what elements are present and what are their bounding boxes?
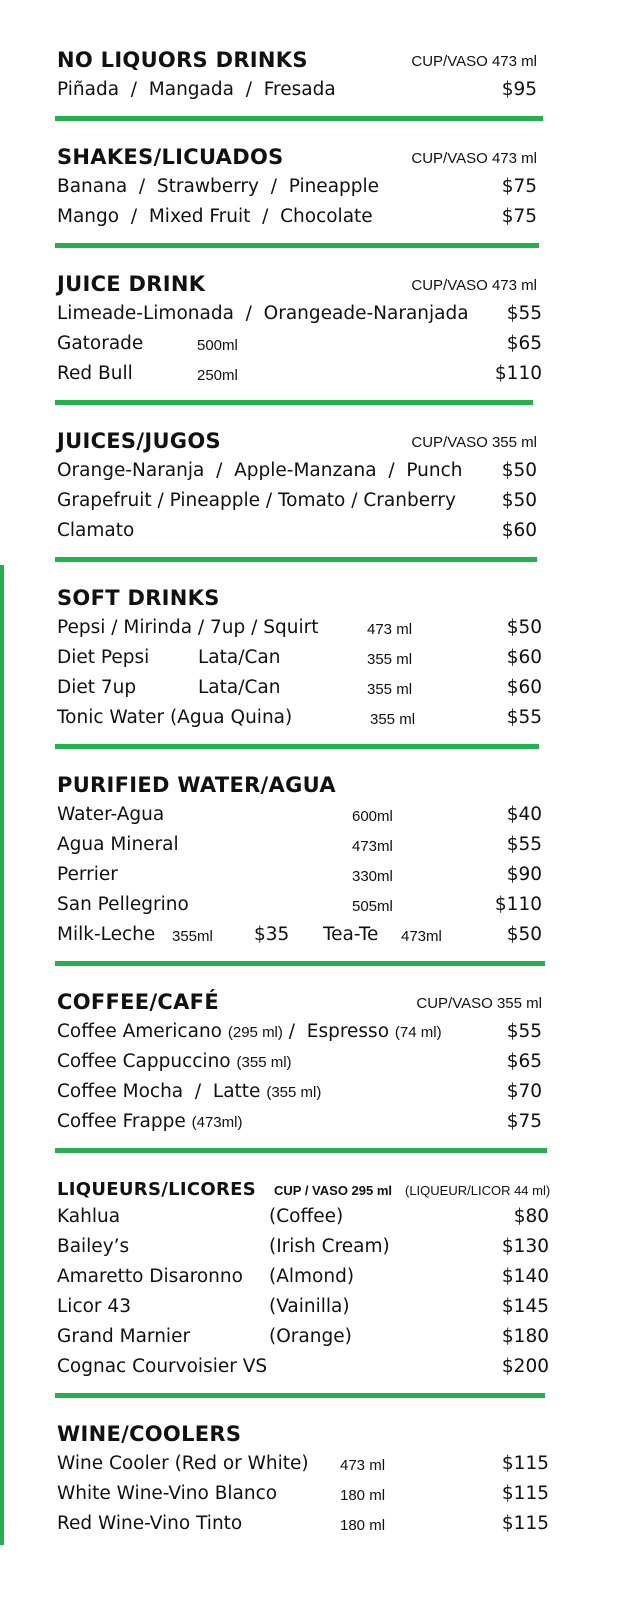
menu-item bbox=[57, 300, 557, 330]
item-name: Orange-Naranja / Apple-Manzana / Punch bbox=[57, 460, 463, 481]
item-size: 330ml bbox=[352, 868, 393, 885]
item-name: Tonic Water (Agua Quina) bbox=[57, 707, 293, 728]
menu-item bbox=[57, 704, 557, 734]
section-title: SHAKES/LICUADOS bbox=[57, 145, 284, 169]
section-title: WINE/COOLERS bbox=[57, 1422, 242, 1446]
menu-item bbox=[57, 1233, 557, 1263]
section-divider bbox=[55, 1393, 545, 1398]
liqueur-pour-note: (LIQUEUR/LICOR 44 ml) bbox=[405, 1183, 551, 1198]
item-price: $60 bbox=[506, 677, 542, 698]
item-name: Bailey’s bbox=[57, 1236, 130, 1257]
section-shakes bbox=[57, 141, 557, 248]
item-price: $50 bbox=[501, 490, 537, 511]
item-size: (473ml) bbox=[191, 1114, 243, 1131]
section-divider bbox=[55, 116, 543, 121]
item-price: $115 bbox=[501, 1483, 549, 1504]
section-no-liquors bbox=[57, 44, 557, 121]
item-price: $80 bbox=[513, 1206, 549, 1227]
menu-item bbox=[57, 891, 557, 921]
item-price: $90 bbox=[506, 864, 542, 885]
section-divider bbox=[55, 744, 539, 749]
item-price: $115 bbox=[501, 1453, 549, 1474]
item-description: (Orange) bbox=[269, 1326, 352, 1347]
item-price: $50 bbox=[506, 617, 542, 638]
item-name: White Wine-Vino Blanco bbox=[57, 1483, 278, 1504]
cup-size-label: CUP / VASO 295 ml bbox=[274, 1183, 393, 1198]
menu-item bbox=[57, 487, 557, 517]
item-container: Lata/Can bbox=[198, 677, 281, 698]
section-water bbox=[57, 769, 557, 966]
item-name: Pepsi / Mirinda / 7up / Squirt bbox=[57, 617, 319, 638]
menu-item bbox=[57, 1018, 557, 1048]
section-juice-drink bbox=[57, 268, 557, 405]
menu-item-milk-tea bbox=[57, 921, 557, 951]
menu-item bbox=[57, 203, 557, 233]
menu-item bbox=[57, 1510, 557, 1540]
menu-item bbox=[57, 517, 557, 547]
item-size: (355 ml) bbox=[266, 1084, 322, 1101]
left-accent-bar bbox=[0, 565, 4, 1545]
item-name: Piñada / Mangada / Fresada bbox=[57, 79, 336, 100]
menu-item bbox=[57, 457, 557, 487]
section-header bbox=[57, 425, 557, 457]
section-divider bbox=[55, 1148, 547, 1153]
item-name: Mango / Mixed Fruit / Chocolate bbox=[57, 206, 373, 227]
item-size-2: (74 ml) bbox=[394, 1024, 442, 1041]
section-header bbox=[57, 1418, 557, 1450]
section-title: PURIFIED WATER/AGUA bbox=[57, 773, 336, 797]
section-header bbox=[57, 986, 557, 1018]
item-size: (355 ml) bbox=[236, 1054, 292, 1071]
menu-item bbox=[57, 1203, 557, 1233]
item-line bbox=[57, 1111, 242, 1132]
section-wine bbox=[57, 1418, 557, 1540]
item-name: Grapefruit / Pineapple / Tomato / Cranberry bbox=[57, 490, 456, 511]
item-line bbox=[57, 1051, 292, 1072]
item-price: $130 bbox=[501, 1236, 549, 1257]
menu-item bbox=[57, 1480, 557, 1510]
menu-item bbox=[57, 1263, 557, 1293]
item-price: $65 bbox=[506, 1051, 542, 1072]
item-line bbox=[57, 1081, 321, 1102]
item-name: Wine Cooler (Red or White) bbox=[57, 1453, 309, 1474]
item-size: 473 ml bbox=[367, 621, 413, 638]
item-line bbox=[57, 1021, 442, 1042]
item-name: Diet Pepsi bbox=[57, 647, 150, 668]
item-price: $200 bbox=[501, 1356, 549, 1377]
menu-item bbox=[57, 674, 557, 704]
item-price: $55 bbox=[506, 1021, 542, 1042]
section-divider bbox=[55, 557, 537, 562]
section-liqueurs bbox=[57, 1173, 557, 1398]
item-size: 355 ml bbox=[367, 681, 413, 698]
menu-item bbox=[57, 1323, 557, 1353]
item-size: 355ml bbox=[172, 928, 213, 945]
menu-item bbox=[57, 614, 557, 644]
item-name: Agua Mineral bbox=[57, 834, 179, 855]
section-title: JUICES/JUGOS bbox=[57, 429, 221, 453]
section-coffee bbox=[57, 986, 557, 1153]
item-name: Coffee Frappe bbox=[57, 1111, 186, 1132]
item-container: Lata/Can bbox=[198, 647, 281, 668]
item-name: Tea-Te bbox=[323, 924, 379, 945]
item-price: $55 bbox=[506, 834, 542, 855]
section-title: SOFT DRINKS bbox=[57, 586, 220, 610]
item-name: Red Wine-Vino Tinto bbox=[57, 1513, 243, 1534]
item-description: (Almond) bbox=[269, 1266, 355, 1287]
item-price: $50 bbox=[501, 460, 537, 481]
menu-item bbox=[57, 831, 557, 861]
drinks-menu bbox=[57, 44, 557, 1540]
item-name: Coffee Cappuccino bbox=[57, 1051, 231, 1072]
cup-size-note: CUP/VASO 355 ml bbox=[416, 995, 542, 1012]
item-name: Limeade-Limonada / Orangeade-Naranjada bbox=[57, 303, 469, 324]
cup-size-note: CUP/VASO 473 ml bbox=[411, 277, 537, 294]
section-soft-drinks bbox=[57, 582, 557, 749]
item-size: 355 ml bbox=[367, 651, 413, 668]
item-size: 180 ml bbox=[340, 1517, 386, 1534]
item-price: $95 bbox=[501, 79, 537, 100]
section-header bbox=[57, 44, 557, 76]
section-title: COFFEE/CAFÉ bbox=[57, 990, 219, 1014]
item-price: $35 bbox=[254, 924, 290, 945]
item-price: $55 bbox=[506, 303, 542, 324]
section-title: LIQUEURS/LICORES bbox=[57, 1179, 256, 1200]
menu-item bbox=[57, 644, 557, 674]
item-name-2: / Espresso bbox=[282, 1021, 390, 1042]
item-name: Diet 7up bbox=[57, 677, 137, 698]
item-name: Licor 43 bbox=[57, 1296, 131, 1317]
section-divider bbox=[55, 243, 539, 248]
section-header bbox=[57, 141, 557, 173]
item-price: $75 bbox=[506, 1111, 542, 1132]
item-price: $75 bbox=[501, 176, 537, 197]
item-price: $75 bbox=[501, 206, 537, 227]
item-price: $115 bbox=[501, 1513, 549, 1534]
item-name: San Pellegrino bbox=[57, 894, 189, 915]
item-name: Perrier bbox=[57, 864, 118, 885]
item-price: $70 bbox=[506, 1081, 542, 1102]
cup-size-note: CUP/VASO 473 ml bbox=[411, 53, 537, 70]
item-name: Gatorade bbox=[57, 333, 144, 354]
item-price: $60 bbox=[506, 647, 542, 668]
section-title: NO LIQUORS DRINKS bbox=[57, 48, 308, 72]
menu-item bbox=[57, 173, 557, 203]
item-price: $110 bbox=[494, 363, 542, 384]
item-name: Clamato bbox=[57, 520, 135, 541]
item-size: 473ml bbox=[352, 838, 393, 855]
menu-item bbox=[57, 1048, 557, 1078]
item-name: Water-Agua bbox=[57, 804, 165, 825]
menu-item bbox=[57, 1078, 557, 1108]
item-size: 473ml bbox=[401, 928, 442, 945]
menu-item bbox=[57, 1293, 557, 1323]
item-name: Amaretto Disaronno bbox=[57, 1266, 243, 1287]
menu-item bbox=[57, 1353, 557, 1383]
item-price: $180 bbox=[501, 1326, 549, 1347]
section-title: JUICE DRINK bbox=[57, 272, 206, 296]
item-price: $50 bbox=[506, 924, 542, 945]
item-name: Kahlua bbox=[57, 1206, 121, 1227]
item-price: $40 bbox=[506, 804, 542, 825]
cup-size-note: CUP/VASO 473 ml bbox=[411, 150, 537, 167]
section-header bbox=[57, 582, 557, 614]
item-description: (Coffee) bbox=[269, 1206, 344, 1227]
menu-item bbox=[57, 801, 557, 831]
item-name: Cognac Courvoisier VS bbox=[57, 1356, 268, 1377]
section-juices bbox=[57, 425, 557, 562]
item-price: $110 bbox=[494, 894, 542, 915]
item-size: 180 ml bbox=[340, 1487, 386, 1504]
item-size: 473 ml bbox=[340, 1457, 386, 1474]
section-header bbox=[57, 268, 557, 300]
item-price: $65 bbox=[506, 333, 542, 354]
item-name: Milk-Leche bbox=[57, 924, 156, 945]
item-description: (Irish Cream) bbox=[269, 1236, 390, 1257]
item-name: Coffee Americano bbox=[57, 1021, 222, 1042]
item-price: $55 bbox=[506, 707, 542, 728]
item-name: Coffee Mocha / Latte bbox=[57, 1081, 261, 1102]
section-header bbox=[57, 1173, 557, 1203]
item-size: 250ml bbox=[197, 367, 238, 384]
item-price: $60 bbox=[501, 520, 537, 541]
section-divider bbox=[55, 961, 545, 966]
item-name: Red Bull bbox=[57, 363, 133, 384]
item-name: Grand Marnier bbox=[57, 1326, 191, 1347]
item-size: 505ml bbox=[352, 898, 393, 915]
menu-item bbox=[57, 1450, 557, 1480]
item-size: 355 ml bbox=[370, 711, 416, 728]
item-price: $145 bbox=[501, 1296, 549, 1317]
menu-item bbox=[57, 1108, 557, 1138]
item-description: (Vainilla) bbox=[269, 1296, 350, 1317]
item-size: 600ml bbox=[352, 808, 393, 825]
menu-item bbox=[57, 360, 557, 390]
item-size: 500ml bbox=[197, 337, 238, 354]
menu-item bbox=[57, 76, 557, 106]
item-size: (295 ml) bbox=[227, 1024, 283, 1041]
cup-size-note: CUP/VASO 355 ml bbox=[411, 434, 537, 451]
section-header bbox=[57, 769, 557, 801]
item-price: $140 bbox=[501, 1266, 549, 1287]
item-name: Banana / Strawberry / Pineapple bbox=[57, 176, 380, 197]
menu-item bbox=[57, 330, 557, 360]
menu-item bbox=[57, 861, 557, 891]
section-divider bbox=[55, 400, 533, 405]
